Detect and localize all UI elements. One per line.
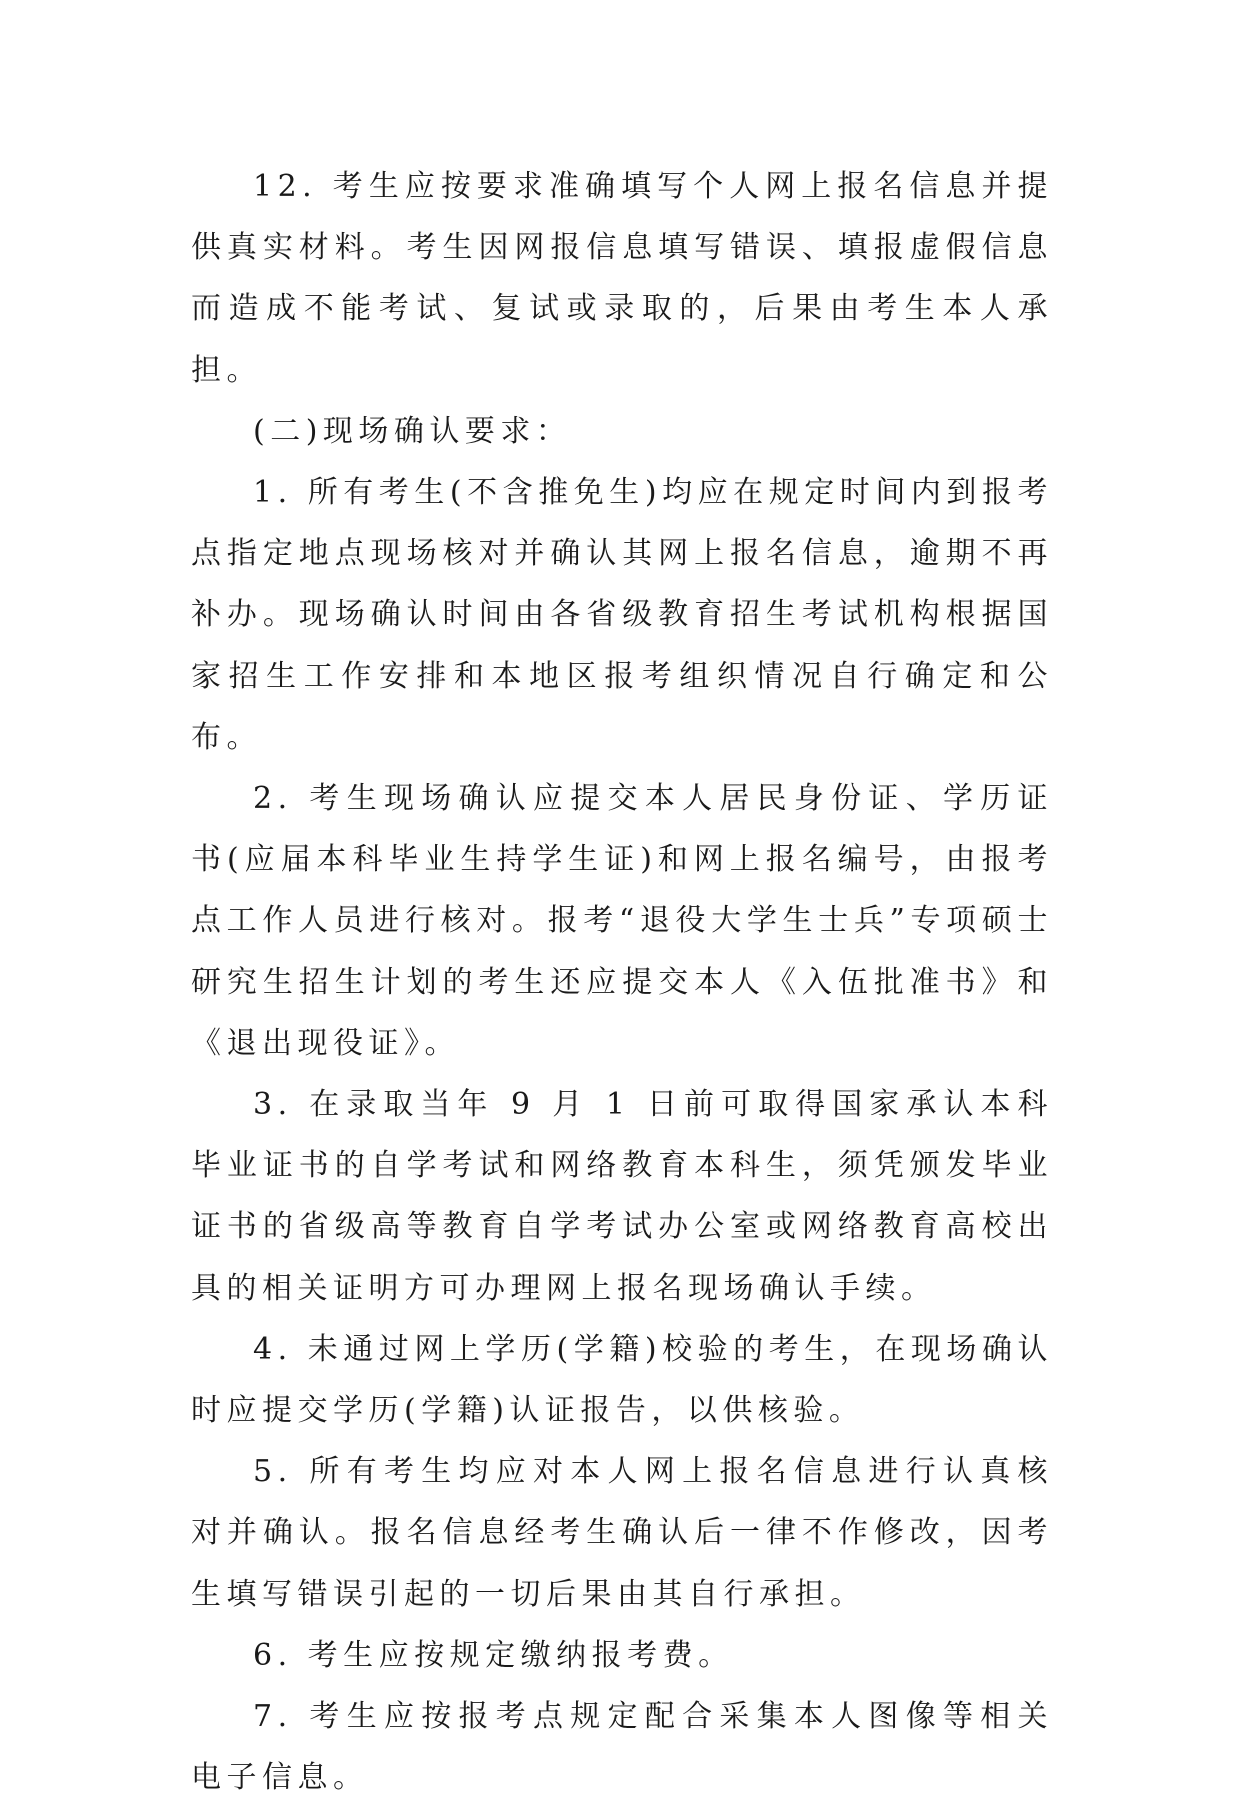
paragraph-item-1-onsite-verification: 1. 所有考生(不含推免生)均应在规定时间内到报考点指定地点现场核对并确认其网上报名信息，逾期不再补办。现场确认时间由各省级教育招生考试机构根据国家招生工作安排和本地区报考组织情况自行确定和公布。 bbox=[191, 475, 1053, 755]
paragraph-item-3-self-study-graduates: 3. 在录取当年 9 月 1 日前可取得国家承认本科毕业证书的自学考试和网络教育本科生，须凭颁发毕业证书的省级高等教育自学考试办公室或网络教育高校出具的相关证明方可办理网上报名现场确认手续。 bbox=[191, 1087, 1053, 1306]
document-body bbox=[191, 156, 1053, 1808]
paragraph-item-6-exam-fee: 6. 考生应按规定缴纳报考费。 bbox=[253, 1637, 734, 1673]
section-heading-onsite-confirmation: (二)现场确认要求： bbox=[253, 413, 572, 449]
paragraph-item-7-image-collection: 7. 考生应按报考点规定配合采集本人图像等相关电子信息。 bbox=[191, 1699, 1053, 1796]
paragraph-item-2-required-documents: 2. 考生现场确认应提交本人居民身份证、学历证书(应届本科毕业生持学生证)和网上报名编号，由报考点工作人员进行核对。报考“退役大学生士兵”专项硕士研究生招生计划的考生还应提交本人《入伍批准书》和《退出现役证》。 bbox=[191, 781, 1053, 1061]
paragraph-item-4-education-verification: 4. 未通过网上学历(学籍)校验的考生，在现场确认时应提交学历(学籍)认证报告，以供核验。 bbox=[191, 1331, 1053, 1429]
paragraph-item-5-information-confirmation: 5. 所有考生均应对本人网上报名信息进行认真核对并确认。报名信息经考生确认后一律不作修改，因考生填写错误引起的一切后果由其自行承担。 bbox=[191, 1454, 1053, 1612]
paragraph-item-12-accurate-info: 12. 考生应按要求准确填写个人网上报名信息并提供真实材料。考生因网报信息填写错误、填报虚假信息而造成不能考试、复试或录取的，后果由考生本人承担。 bbox=[191, 169, 1053, 388]
